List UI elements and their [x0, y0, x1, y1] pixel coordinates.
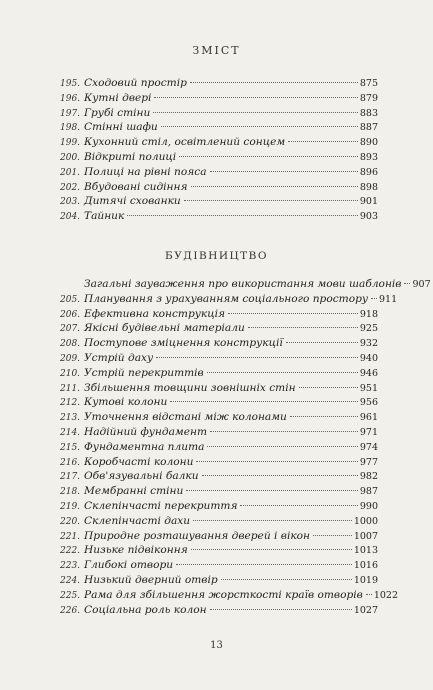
toc-entry-page: 911: [379, 293, 398, 305]
toc-entry: [60, 455, 378, 470]
toc-entry: [60, 209, 378, 224]
toc-entry: [60, 76, 378, 91]
toc-entry-page: 896: [359, 166, 378, 178]
toc-entry-title: Загальні зауваження про використання мови шаблонів: [84, 278, 402, 290]
toc-entry-title: Низький дверний отвір: [84, 573, 218, 586]
toc-entry: [60, 543, 378, 558]
toc-entry-page: 1000: [353, 515, 378, 527]
toc-entry: [60, 307, 378, 322]
toc-entry-page: 875: [359, 78, 378, 89]
toc-list-top: [60, 76, 378, 224]
toc-entry: [60, 558, 378, 573]
toc-entry: [60, 180, 378, 195]
toc-leader-dots: [313, 535, 352, 536]
toc-entry-title: Планування з урахуванням соціального простору: [84, 292, 368, 305]
toc-entry: [60, 120, 378, 135]
toc-entry-page: 987: [359, 486, 378, 498]
toc-entry-number: 217.: [60, 472, 81, 483]
toc-entry: [60, 573, 378, 588]
toc-leader-dots: [176, 564, 352, 565]
toc-entry: [60, 410, 378, 425]
toc-entry-page: 890: [359, 137, 378, 149]
toc-entry-page: 1007: [353, 530, 378, 542]
toc-entry-number: 207.: [60, 324, 81, 335]
toc-entry-title: Дитячі схованки: [84, 195, 181, 208]
toc-entry-number: 218.: [60, 487, 81, 498]
toc-entry-title: Кутні двері: [84, 91, 152, 104]
toc-entry-title: Відкриті полиці: [84, 150, 177, 163]
toc-entry-number: 209.: [60, 353, 81, 364]
toc-entry-number: 208.: [60, 339, 81, 350]
toc-leader-dots: [207, 446, 357, 447]
toc-entry-title: Рама для збільшення жорсткості країв отворів: [84, 588, 363, 601]
toc-entry-page: 974: [359, 441, 378, 453]
toc-entry-number: 206.: [60, 309, 81, 320]
toc-leader-dots: [184, 200, 358, 201]
toc-entry-title: Ефективна конструкція: [84, 307, 226, 320]
toc-leader-dots: [210, 609, 352, 610]
toc-entry-number: 212.: [60, 398, 81, 409]
toc-entry-number: 197.: [60, 108, 81, 119]
toc-entry-page: 951: [359, 382, 378, 394]
toc-entry-page: 901: [359, 196, 378, 208]
toc-leader-dots: [290, 416, 358, 417]
toc-leader-dots: [186, 490, 358, 491]
toc-leader-dots: [153, 112, 358, 113]
toc-entry-page: 956: [359, 397, 378, 409]
toc-entry-title: Природне розташування дверей і вікон: [84, 529, 311, 542]
toc-entry: [60, 106, 378, 121]
toc-entry-number: 213.: [60, 413, 81, 424]
toc-entry-title: Сходовий простір: [84, 77, 187, 89]
toc-entry-number: 219.: [60, 501, 81, 512]
toc-leader-dots: [221, 579, 352, 580]
toc-entry-number: 216.: [60, 457, 81, 468]
toc-leader-dots: [193, 520, 352, 521]
toc-entry: [60, 351, 378, 366]
toc-entry: [60, 91, 378, 106]
toc-entry-number: 225.: [60, 590, 81, 601]
toc-entry-page: 898: [359, 181, 378, 193]
toc-entry: [60, 292, 398, 307]
page-number: 13: [210, 640, 223, 651]
toc-entry-title: Грубі стіни: [84, 106, 151, 119]
toc-entry: [60, 440, 378, 455]
toc-list-bottom: [60, 277, 431, 617]
toc-entry-page: 925: [359, 323, 378, 335]
toc-entry-page: 1027: [353, 604, 378, 616]
section-title: БУДІВНИЦТВО: [164, 250, 268, 262]
toc-entry-number: 215.: [60, 442, 81, 453]
toc-leader-dots: [299, 387, 358, 388]
toc-entry: [60, 366, 378, 381]
toc-entry-title: Вбудовані сидіння: [84, 180, 188, 193]
toc-entry-title: Мембранні стіни: [84, 485, 184, 498]
toc-entry-number: 223.: [60, 561, 81, 572]
toc-entry: [60, 321, 378, 336]
toc-entry-title: Низьке підвіконня: [84, 544, 188, 557]
toc-entry-page: 982: [359, 471, 378, 483]
toc-entry-title: Збільшення товщини зовнішніх стін: [84, 381, 296, 394]
toc-entry-page: 907: [412, 279, 431, 290]
toc-entry-title: Глибокі отвори: [84, 559, 174, 572]
toc-entry: [60, 484, 378, 499]
toc-entry-title: Кутові колони: [84, 396, 168, 409]
toc-leader-dots: [404, 283, 410, 284]
toc-entry-title: Склепінчасті дахи: [84, 514, 191, 527]
toc-entry-number: 226.: [60, 605, 81, 616]
toc-leader-dots: [371, 298, 377, 299]
toc-entry-number: 211.: [60, 383, 81, 394]
toc-entry-number: 214.: [60, 427, 81, 438]
toc-entry: [60, 336, 378, 351]
toc-entry-number: 198.: [60, 123, 81, 134]
toc-entry-page: 1016: [353, 560, 378, 572]
toc-entry: [60, 514, 378, 529]
toc-entry-title: Кухонний стіл, освітлений сонцем: [84, 136, 286, 149]
toc-entry-number: 201.: [60, 167, 81, 178]
toc-entry: [60, 425, 378, 440]
toc-entry-title: Соціальна роль колон: [84, 603, 207, 616]
toc-entry-page: 990: [359, 500, 378, 512]
toc-entry-page: 961: [359, 412, 378, 424]
toc-entry-number: 204.: [60, 212, 81, 223]
toc-entry-page: 940: [359, 352, 378, 364]
toc-entry-number: 200.: [60, 152, 81, 163]
toc-entry-page: 932: [359, 338, 378, 350]
toc-entry-page: 971: [359, 426, 378, 438]
toc-entry: [60, 588, 398, 603]
toc-entry-title: Полиці на рівні пояса: [84, 165, 207, 178]
toc-entry-number: 195.: [60, 79, 81, 89]
toc-entry-number: 196.: [60, 93, 81, 104]
toc-entry-page: 946: [359, 367, 378, 379]
toc-entry: [60, 135, 378, 150]
toc-leader-dots: [366, 594, 372, 595]
toc-leader-dots: [127, 215, 358, 216]
toc-leader-dots: [191, 186, 358, 187]
toc-entry-title: Поступове зміцнення конструкції: [84, 337, 283, 350]
toc-entry-number: 203.: [60, 197, 81, 208]
toc-leader-dots: [288, 141, 358, 142]
toc-entry-number: 210.: [60, 368, 81, 379]
toc-entry-number: 202.: [60, 182, 81, 193]
toc-leader-dots: [156, 357, 358, 358]
toc-entry-number: 222.: [60, 546, 81, 557]
toc-leader-dots: [207, 372, 358, 373]
toc-leader-dots: [191, 549, 352, 550]
toc-entry-title: Надійний фундамент: [84, 425, 207, 438]
toc-entry-page: 1019: [353, 574, 378, 586]
toc-leader-dots: [179, 156, 358, 157]
toc-entry-page: 893: [359, 151, 378, 163]
toc-entry-title: Стінні шафи: [84, 121, 158, 134]
toc-entry-page: 977: [359, 456, 378, 468]
toc-entry-number: 221.: [60, 531, 81, 542]
toc-entry-number: 205.: [60, 294, 81, 305]
toc-leader-dots: [240, 505, 357, 506]
toc-entry-title: Уточнення відстані між колонами: [84, 411, 287, 424]
toc-entry-number: 220.: [60, 516, 81, 527]
toc-entry-title: Коробчасті колони: [84, 455, 194, 468]
toc-leader-dots: [248, 327, 358, 328]
toc-entry-title: Тайник: [84, 210, 125, 223]
toc-leader-dots: [190, 82, 358, 83]
toc-leader-dots: [228, 313, 358, 314]
toc-entry: [60, 603, 378, 618]
toc-entry: [60, 381, 378, 396]
toc-entry: [60, 277, 431, 292]
toc-leader-dots: [202, 475, 358, 476]
toc-entry: [60, 499, 378, 514]
toc-entry-page: 887: [359, 122, 378, 134]
toc-entry-title: Склепінчасті перекриття: [84, 499, 238, 512]
toc-entry-title: Устрій перекриттів: [84, 366, 204, 379]
toc-entry: [60, 529, 378, 544]
toc-entry-title: Устрій даху: [84, 351, 154, 364]
toc-leader-dots: [170, 401, 358, 402]
toc-entry-page: 918: [359, 308, 378, 320]
toc-entry-page: 879: [359, 92, 378, 104]
toc-entry-page: 1013: [353, 545, 378, 557]
toc-leader-dots: [161, 126, 358, 127]
toc-leader-dots: [286, 342, 358, 343]
toc-entry-page: 1022: [373, 589, 398, 601]
toc-entry-title: Обв'язувальні балки: [84, 470, 199, 483]
toc-entry-title: Якісні будівельні матеріали: [84, 322, 245, 335]
page-header: ЗМІСТ: [192, 44, 241, 57]
toc-entry: [60, 194, 378, 209]
toc-entry: [60, 150, 378, 165]
toc-entry: [60, 165, 378, 180]
toc-leader-dots: [210, 431, 358, 432]
toc-leader-dots: [154, 97, 357, 98]
toc-entry-number: 224.: [60, 575, 81, 586]
toc-entry: [60, 395, 378, 410]
toc-entry-page: 903: [359, 211, 378, 223]
toc-leader-dots: [210, 171, 358, 172]
toc-entry-title: Фундаментна плита: [84, 440, 205, 453]
toc-entry-number: 199.: [60, 138, 81, 149]
toc-entry: [60, 469, 378, 484]
toc-entry-page: 883: [359, 107, 378, 119]
toc-leader-dots: [196, 461, 357, 462]
